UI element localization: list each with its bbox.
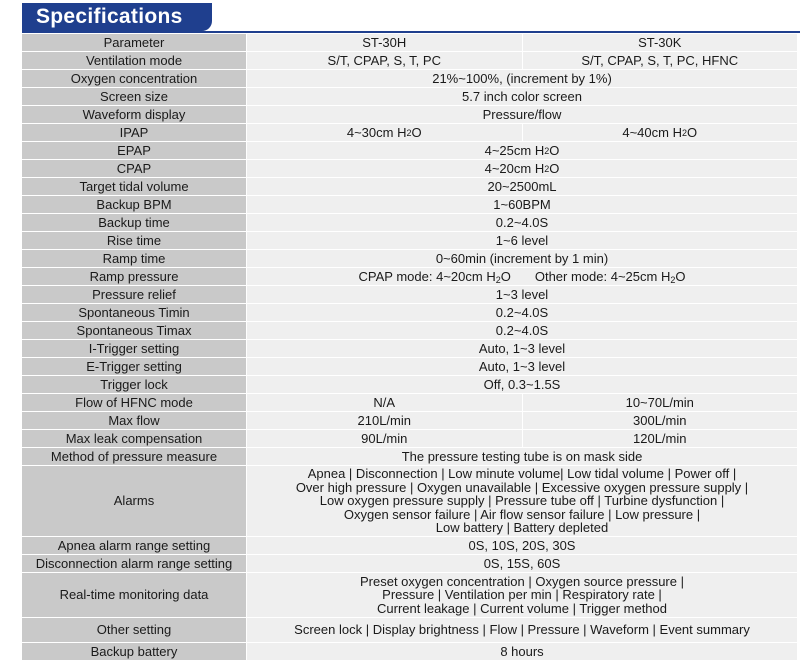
- other-mode-value: Other mode: 4~25cm $H_2O$: [534, 268, 686, 285]
- parameter-cell: Rise time: [22, 232, 246, 249]
- value-cell-st-30k: S/T, CPAP, S, T, PC, HFNC: [523, 52, 798, 69]
- table-row: [22, 358, 797, 375]
- table-row: [22, 178, 797, 195]
- value-cell: 0S, 10S, 20S, 30S: [247, 537, 797, 554]
- value-cell: 4~20cm H 2 O: [247, 160, 797, 177]
- value-cell: 4~25cm H 2 O: [247, 142, 797, 159]
- table-row: [22, 412, 797, 429]
- table-row: [22, 430, 797, 447]
- header-model-st-30k: ST-30K: [523, 34, 798, 51]
- table-row: [22, 268, 797, 285]
- parameter-cell: Apnea alarm range setting: [22, 537, 246, 554]
- specifications-table: [22, 34, 797, 661]
- value-cell-st-30h: 210L/min: [247, 412, 522, 429]
- value-cell-multiline: [247, 466, 797, 536]
- value-cell-st-30k: 120L/min: [523, 430, 798, 447]
- value-cell: Off, 0.3~1.5S: [247, 376, 797, 393]
- value-cell: 8 hours: [247, 643, 797, 660]
- value-cell: Screen lock | Display brightness | Flow | Pressure | Waveform | Event summary: [247, 618, 797, 642]
- table-row: [22, 448, 797, 465]
- parameter-cell: I-Trigger setting: [22, 340, 246, 357]
- table-row: [22, 304, 797, 321]
- table-row: [22, 106, 797, 123]
- value-cell-st-30h: 4~30cm H 2 O: [247, 124, 522, 141]
- parameter-cell: EPAP: [22, 142, 246, 159]
- parameter-cell: Other setting: [22, 618, 246, 642]
- parameter-cell: Method of pressure measure: [22, 448, 246, 465]
- table-row: [22, 250, 797, 267]
- value-line: Pressure | Ventilation per min | Respiratory rate |: [382, 587, 662, 603]
- parameter-cell: Screen size: [22, 88, 246, 105]
- value-cell-st-30h: S/T, CPAP, S, T, PC: [247, 52, 522, 69]
- value-cell-st-30k: 300L/min: [523, 412, 798, 429]
- parameter-cell: Ramp pressure: [22, 268, 246, 285]
- parameter-cell: IPAP: [22, 124, 246, 141]
- value-cell: Auto, 1~3 level: [247, 340, 797, 357]
- value-cell: The pressure testing tube is on mask side: [247, 448, 797, 465]
- table-row: [22, 160, 797, 177]
- value-cell: 5.7 inch color screen: [247, 88, 797, 105]
- table-row: [22, 142, 797, 159]
- parameter-cell: Real-time monitoring data: [22, 573, 246, 617]
- parameter-cell: Backup time: [22, 214, 246, 231]
- table-row: [22, 618, 797, 642]
- value-cell: 1~60BPM: [247, 196, 797, 213]
- value-cell-st-30h: N/A: [247, 394, 522, 411]
- table-row: [22, 340, 797, 357]
- value-line: Low oxygen pressure supply | Pressure tube off | Turbine dysfunction |: [319, 493, 725, 509]
- table-row: [22, 537, 797, 554]
- value-line: Low battery | Battery depleted: [435, 520, 609, 536]
- parameter-cell: Ventilation mode: [22, 52, 246, 69]
- parameter-cell: CPAP: [22, 160, 246, 177]
- title-underline: [22, 31, 800, 33]
- table-header-row: [22, 34, 797, 51]
- table-row: [22, 286, 797, 303]
- value-cell: 0.2~4.0S: [247, 322, 797, 339]
- table-row: [22, 466, 797, 536]
- value-cell: Auto, 1~3 level: [247, 358, 797, 375]
- value-cell: 0.2~4.0S: [247, 304, 797, 321]
- parameter-cell: Target tidal volume: [22, 178, 246, 195]
- cpap-mode-value: CPAP mode: 4~20cm $H_2O$: [358, 268, 511, 285]
- parameter-cell: Spontaneous Timin: [22, 304, 246, 321]
- table-row: [22, 322, 797, 339]
- table-row: [22, 555, 797, 572]
- parameter-cell: Flow of HFNC mode: [22, 394, 246, 411]
- value-line: Preset oxygen concentration | Oxygen source pressure |: [360, 573, 684, 589]
- value-cell: 20~2500mL: [247, 178, 797, 195]
- value-line: Current leakage | Current volume | Trigger method: [377, 600, 667, 616]
- value-cell-split: [247, 268, 797, 285]
- table-row: [22, 70, 797, 87]
- value-cell: 0.2~4.0S: [247, 214, 797, 231]
- table-row: [22, 214, 797, 231]
- value-cell: Pressure/flow: [247, 106, 797, 123]
- table-row: [22, 573, 797, 617]
- table-row: [22, 124, 797, 141]
- header-parameter: Parameter: [22, 34, 246, 51]
- parameter-cell: Backup BPM: [22, 196, 246, 213]
- value-cell: 1~6 level: [247, 232, 797, 249]
- value-cell: 21%~100%, (increment by 1%): [247, 70, 797, 87]
- parameter-cell: Max flow: [22, 412, 246, 429]
- value-line: Over high pressure | Oxygen unavailable | Excessive oxygen pressure supply |: [295, 479, 749, 495]
- parameter-cell: Pressure relief: [22, 286, 246, 303]
- value-cell: 1~3 level: [247, 286, 797, 303]
- value-line: Oxygen sensor failure | Air flow sensor failure | Low pressure |: [343, 506, 701, 522]
- header-model-st-30h: ST-30H: [247, 34, 522, 51]
- value-cell: 0S, 15S, 60S: [247, 555, 797, 572]
- specifications-header: [0, 0, 800, 36]
- parameter-cell: Waveform display: [22, 106, 246, 123]
- parameter-cell: Alarms: [22, 466, 246, 536]
- table-row: [22, 52, 797, 69]
- parameter-cell: Oxygen concentration: [22, 70, 246, 87]
- parameter-cell: Max leak compensation: [22, 430, 246, 447]
- table-row: [22, 376, 797, 393]
- value-line: Apnea | Disconnection | Low minute volume| Low tidal volume | Power off |: [307, 466, 737, 482]
- value-cell-st-30h: 90L/min: [247, 430, 522, 447]
- table-row: [22, 88, 797, 105]
- parameter-cell: Spontaneous Timax: [22, 322, 246, 339]
- table-row: [22, 196, 797, 213]
- table-row: [22, 394, 797, 411]
- value-cell-st-30k: 10~70L/min: [523, 394, 798, 411]
- value-cell-multiline: [247, 573, 797, 617]
- table-row: [22, 232, 797, 249]
- parameter-cell: Disconnection alarm range setting: [22, 555, 246, 572]
- page-title: Specifications: [36, 5, 183, 28]
- value-cell: 0~60min (increment by 1 min): [247, 250, 797, 267]
- parameter-cell: Ramp time: [22, 250, 246, 267]
- parameter-cell: E-Trigger setting: [22, 358, 246, 375]
- parameter-cell: Backup battery: [22, 643, 246, 660]
- value-cell-st-30k: 4~40cm H 2 O: [523, 124, 798, 141]
- parameter-cell: Trigger lock: [22, 376, 246, 393]
- table-row: [22, 643, 797, 660]
